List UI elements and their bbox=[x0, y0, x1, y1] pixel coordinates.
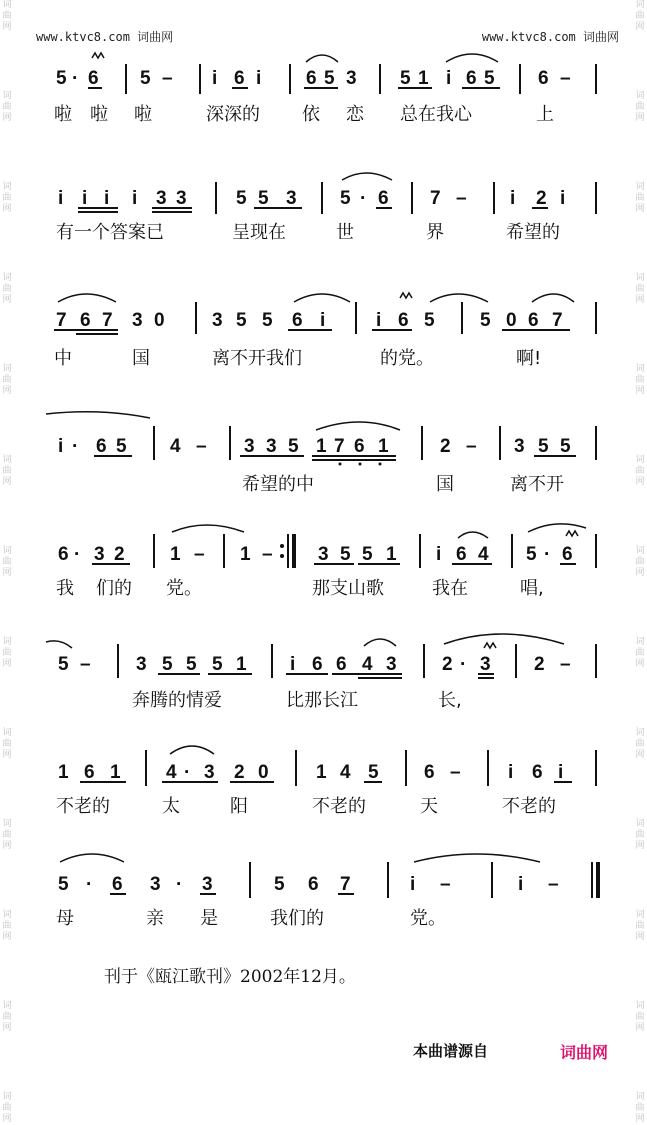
svg-text:–: – bbox=[466, 436, 477, 457]
svg-text:5: 5 bbox=[368, 762, 379, 783]
watermark-glyph: 词 曲 网 bbox=[635, 1001, 645, 1033]
score-row-8 bbox=[0, 850, 647, 950]
svg-text:3: 3 bbox=[480, 654, 491, 675]
svg-text:3: 3 bbox=[150, 874, 161, 895]
lyric: 天 bbox=[420, 796, 438, 817]
svg-text:5: 5 bbox=[480, 310, 491, 331]
lyric: 啦 bbox=[90, 104, 108, 125]
watermark-glyph: 词 曲 网 bbox=[635, 1092, 645, 1124]
svg-text:i: i bbox=[436, 544, 442, 565]
lyric: 我 bbox=[56, 578, 74, 599]
svg-text:5: 5 bbox=[424, 310, 435, 331]
svg-text:5: 5 bbox=[56, 68, 67, 89]
score-row-2 bbox=[0, 170, 647, 270]
lyric: 恋 bbox=[346, 104, 364, 125]
svg-text:i: i bbox=[320, 310, 326, 331]
svg-text:–: – bbox=[162, 68, 173, 89]
svg-text:1: 1 bbox=[418, 68, 429, 89]
svg-text:3: 3 bbox=[212, 310, 223, 331]
lyric: 我们的 bbox=[270, 908, 324, 929]
lyric: 离不开 bbox=[510, 474, 564, 495]
svg-text:7: 7 bbox=[56, 310, 67, 331]
svg-text:7: 7 bbox=[552, 310, 563, 331]
watermark-glyph: 词 曲 网 bbox=[635, 819, 645, 851]
svg-text:3: 3 bbox=[94, 544, 105, 565]
svg-text:–: – bbox=[456, 188, 467, 209]
svg-text:5: 5 bbox=[538, 436, 549, 457]
svg-text:3: 3 bbox=[266, 436, 277, 457]
lyric: 唱, bbox=[520, 578, 544, 599]
svg-text:5: 5 bbox=[274, 874, 285, 895]
svg-text:0: 0 bbox=[258, 762, 269, 783]
lyric: 比那长江 bbox=[286, 690, 358, 711]
svg-text:1: 1 bbox=[386, 544, 397, 565]
svg-text:0: 0 bbox=[154, 310, 165, 331]
lyric: 不老的 bbox=[56, 796, 110, 817]
svg-text:5: 5 bbox=[162, 654, 173, 675]
svg-text:2: 2 bbox=[534, 654, 545, 675]
watermark-glyph: 词 曲 网 bbox=[2, 0, 12, 32]
svg-text:6: 6 bbox=[292, 310, 303, 331]
svg-text:3: 3 bbox=[244, 436, 255, 457]
svg-text:6: 6 bbox=[354, 436, 365, 457]
score-row-5 bbox=[0, 520, 647, 620]
svg-text:3: 3 bbox=[132, 310, 143, 331]
svg-text:5: 5 bbox=[236, 310, 247, 331]
watermark-glyph: 词 曲 网 bbox=[635, 637, 645, 669]
watermark-glyph: 词 曲 网 bbox=[2, 455, 12, 487]
svg-text:4: 4 bbox=[166, 762, 177, 783]
svg-text:2: 2 bbox=[442, 654, 453, 675]
svg-text:i: i bbox=[82, 188, 88, 209]
svg-text:6: 6 bbox=[96, 436, 107, 457]
svg-text:5: 5 bbox=[560, 436, 571, 457]
svg-text:i: i bbox=[58, 436, 64, 457]
svg-text:6: 6 bbox=[378, 188, 389, 209]
svg-text:·: · bbox=[176, 874, 183, 895]
svg-text:·: · bbox=[460, 654, 467, 675]
watermark-glyph: 词 曲 网 bbox=[2, 182, 12, 214]
watermark-glyph: 词 曲 网 bbox=[2, 1001, 12, 1033]
svg-text:5: 5 bbox=[58, 874, 69, 895]
svg-text:1: 1 bbox=[58, 762, 69, 783]
lyric: 啦 bbox=[54, 104, 72, 125]
svg-text:7: 7 bbox=[102, 310, 113, 331]
svg-text:6: 6 bbox=[58, 544, 69, 565]
site-url-left: www.ktvc8.com 词曲网 bbox=[36, 30, 174, 44]
svg-text:3: 3 bbox=[514, 436, 525, 457]
lyric: 党。 bbox=[410, 908, 446, 929]
watermark-glyph: 词 曲 网 bbox=[635, 364, 645, 396]
svg-text:i: i bbox=[510, 188, 516, 209]
svg-text:·: · bbox=[360, 188, 367, 209]
lyric: 不老的 bbox=[502, 796, 556, 817]
svg-text:5: 5 bbox=[262, 310, 273, 331]
lyric: 不老的 bbox=[312, 796, 366, 817]
svg-text:1: 1 bbox=[316, 762, 327, 783]
score-row-1 bbox=[0, 52, 647, 152]
svg-text:·: · bbox=[544, 544, 551, 565]
lyric: 们的 bbox=[96, 578, 132, 599]
lyric: 太 bbox=[162, 796, 180, 817]
svg-text:5: 5 bbox=[186, 654, 197, 675]
svg-text:1: 1 bbox=[240, 544, 251, 565]
score-row-4 bbox=[0, 404, 647, 504]
lyric: 国 bbox=[132, 348, 150, 369]
svg-text:i: i bbox=[410, 874, 416, 895]
svg-text:6: 6 bbox=[234, 68, 245, 89]
svg-text:3: 3 bbox=[318, 544, 329, 565]
svg-text:i: i bbox=[560, 188, 566, 209]
watermark-glyph: 词 曲 网 bbox=[2, 1092, 12, 1124]
svg-text:5: 5 bbox=[116, 436, 127, 457]
svg-text:·: · bbox=[72, 436, 79, 457]
svg-text:i: i bbox=[290, 654, 296, 675]
svg-text:7: 7 bbox=[340, 874, 351, 895]
svg-text:–: – bbox=[194, 544, 205, 565]
score-row-3 bbox=[0, 286, 647, 386]
svg-text:–: – bbox=[440, 874, 451, 895]
svg-text:i: i bbox=[256, 68, 262, 89]
watermark-glyph: 词 曲 网 bbox=[2, 910, 12, 942]
svg-text:–: – bbox=[560, 68, 571, 89]
lyric: 啊! bbox=[516, 348, 542, 369]
lyric: 是 bbox=[200, 908, 218, 929]
score-row-6 bbox=[0, 628, 647, 728]
svg-text:1: 1 bbox=[316, 436, 327, 457]
svg-text:1: 1 bbox=[236, 654, 247, 675]
svg-text:2: 2 bbox=[234, 762, 245, 783]
lyric: 离不开我们 bbox=[212, 348, 302, 369]
svg-text:i: i bbox=[212, 68, 218, 89]
svg-text:3: 3 bbox=[202, 874, 213, 895]
lyric: 我在 bbox=[432, 578, 468, 599]
lyric: 希望的中 bbox=[242, 474, 314, 495]
svg-text:7: 7 bbox=[334, 436, 345, 457]
svg-text:2: 2 bbox=[536, 188, 547, 209]
svg-text:–: – bbox=[196, 436, 207, 457]
score-row-7 bbox=[0, 742, 647, 842]
lyric: 的党。 bbox=[380, 348, 434, 369]
svg-text:5: 5 bbox=[212, 654, 223, 675]
svg-text:6: 6 bbox=[308, 874, 319, 895]
svg-text:5: 5 bbox=[526, 544, 537, 565]
svg-text:6: 6 bbox=[532, 762, 543, 783]
lyric: 中 bbox=[54, 348, 72, 369]
svg-text:–: – bbox=[262, 544, 273, 565]
svg-text:5: 5 bbox=[484, 68, 495, 89]
svg-text:6: 6 bbox=[466, 68, 477, 89]
svg-text:5: 5 bbox=[340, 544, 351, 565]
lyric: 国 bbox=[436, 474, 454, 495]
site-url-right: www.ktvc8.com 词曲网 bbox=[481, 30, 619, 44]
watermark-glyph: 词 曲 网 bbox=[635, 728, 645, 760]
svg-text:3: 3 bbox=[176, 188, 187, 209]
svg-text:3: 3 bbox=[156, 188, 167, 209]
svg-text:4: 4 bbox=[170, 436, 181, 457]
svg-text:·: · bbox=[74, 544, 81, 565]
lyric: 亲 bbox=[146, 908, 164, 929]
svg-text:4: 4 bbox=[362, 654, 373, 675]
svg-text:6: 6 bbox=[456, 544, 467, 565]
svg-text:3: 3 bbox=[386, 654, 397, 675]
footer-brand-link[interactable]: 词曲网 bbox=[560, 1043, 609, 1062]
svg-text:1: 1 bbox=[378, 436, 389, 457]
svg-text:6: 6 bbox=[398, 310, 409, 331]
svg-text:5: 5 bbox=[236, 188, 247, 209]
svg-text:2: 2 bbox=[114, 544, 125, 565]
watermark-glyph: 词 曲 网 bbox=[635, 182, 645, 214]
lyric: 总在我心 bbox=[400, 104, 472, 125]
svg-text:–: – bbox=[80, 654, 91, 675]
watermark-glyph: 词 曲 网 bbox=[2, 364, 12, 396]
svg-text:5: 5 bbox=[258, 188, 269, 209]
svg-text:i: i bbox=[518, 874, 524, 895]
notation-row-5 bbox=[0, 520, 647, 620]
svg-text:·: · bbox=[72, 68, 79, 89]
svg-text:i: i bbox=[132, 188, 138, 209]
svg-text:6: 6 bbox=[88, 68, 99, 89]
svg-text:3: 3 bbox=[346, 68, 357, 89]
svg-text:i: i bbox=[104, 188, 110, 209]
svg-text:6: 6 bbox=[562, 544, 573, 565]
watermark-glyph: 词 曲 网 bbox=[635, 546, 645, 578]
svg-text:3: 3 bbox=[204, 762, 215, 783]
svg-text:7: 7 bbox=[430, 188, 441, 209]
svg-text:5: 5 bbox=[340, 188, 351, 209]
lyric: 世 bbox=[336, 222, 354, 243]
lyric: 奔腾的情爱 bbox=[132, 690, 222, 711]
lyric: 上 bbox=[536, 104, 554, 125]
svg-text:i: i bbox=[376, 310, 382, 331]
watermark-glyph: 词 曲 网 bbox=[2, 819, 12, 851]
svg-text:6: 6 bbox=[306, 68, 317, 89]
svg-text:i: i bbox=[558, 762, 564, 783]
svg-text:6: 6 bbox=[424, 762, 435, 783]
watermark-glyph: 词 曲 网 bbox=[2, 728, 12, 760]
svg-text:–: – bbox=[450, 762, 461, 783]
svg-text:1: 1 bbox=[110, 762, 121, 783]
svg-text:5: 5 bbox=[140, 68, 151, 89]
svg-text:i: i bbox=[446, 68, 452, 89]
watermark-glyph: 词 曲 网 bbox=[635, 0, 645, 32]
lyric: 有一个答案已 bbox=[56, 222, 164, 243]
svg-text:–: – bbox=[548, 874, 559, 895]
svg-text:5: 5 bbox=[362, 544, 373, 565]
svg-text:·: · bbox=[86, 874, 93, 895]
svg-text:6: 6 bbox=[84, 762, 95, 783]
svg-text:1: 1 bbox=[170, 544, 181, 565]
svg-text:6: 6 bbox=[112, 874, 123, 895]
watermark-glyph: 词 曲 网 bbox=[635, 273, 645, 305]
svg-text:3: 3 bbox=[136, 654, 147, 675]
svg-text:4: 4 bbox=[478, 544, 489, 565]
svg-text:0: 0 bbox=[506, 310, 517, 331]
watermark-glyph: 词 曲 网 bbox=[2, 546, 12, 578]
lyric: 长, bbox=[438, 690, 462, 711]
lyric: 界 bbox=[426, 222, 444, 243]
svg-text:4: 4 bbox=[340, 762, 351, 783]
svg-text:5: 5 bbox=[288, 436, 299, 457]
footer-source-label: 本曲谱源自 bbox=[413, 1042, 489, 1060]
lyric: 依 bbox=[302, 104, 320, 125]
svg-text:2: 2 bbox=[440, 436, 451, 457]
svg-text:5: 5 bbox=[324, 68, 335, 89]
lyric: 深深的 bbox=[206, 104, 260, 125]
notation-row-8 bbox=[0, 850, 647, 950]
lyric: 母 bbox=[56, 908, 74, 929]
svg-text:6: 6 bbox=[336, 654, 347, 675]
svg-text:3: 3 bbox=[286, 188, 297, 209]
svg-text:6: 6 bbox=[538, 68, 549, 89]
lyric: 呈现在 bbox=[232, 222, 286, 243]
svg-text:·: · bbox=[184, 762, 191, 783]
watermark-glyph: 词 曲 网 bbox=[635, 455, 645, 487]
watermark-glyph: 词 曲 网 bbox=[2, 637, 12, 669]
lyric: 希望的 bbox=[506, 222, 560, 243]
watermark-glyph: 词 曲 网 bbox=[635, 91, 645, 123]
svg-text:5: 5 bbox=[58, 654, 69, 675]
lyric: 啦 bbox=[134, 104, 152, 125]
watermark-glyph: 词 曲 网 bbox=[2, 91, 12, 123]
lyric: 党。 bbox=[166, 578, 202, 599]
svg-text:i: i bbox=[58, 188, 64, 209]
svg-text:5: 5 bbox=[400, 68, 411, 89]
publication-note: 刊于《瓯江歌刊》2002年12月。 bbox=[104, 967, 356, 987]
lyric: 阳 bbox=[230, 796, 248, 817]
watermark-glyph: 词 曲 网 bbox=[2, 273, 12, 305]
svg-text:6: 6 bbox=[80, 310, 91, 331]
watermark-glyph: 词 曲 网 bbox=[635, 910, 645, 942]
svg-text:6: 6 bbox=[312, 654, 323, 675]
lyric: 那支山歌 bbox=[312, 578, 384, 599]
svg-text:i: i bbox=[508, 762, 514, 783]
svg-text:6: 6 bbox=[528, 310, 539, 331]
svg-text:–: – bbox=[560, 654, 571, 675]
